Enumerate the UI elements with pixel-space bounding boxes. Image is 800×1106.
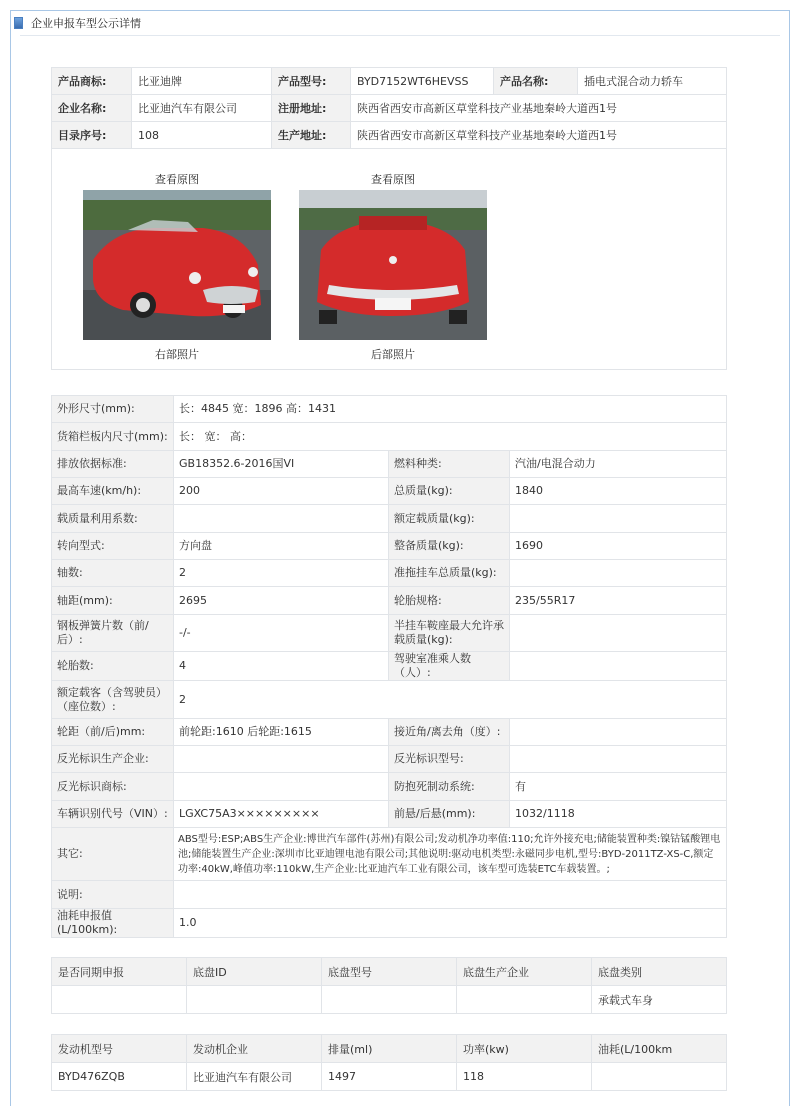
photo-row <box>52 149 727 370</box>
chassis-col-type: 底盘类别 <box>592 958 727 986</box>
table-cell: BYD476ZQB <box>52 1063 187 1091</box>
saddle-value <box>510 615 727 652</box>
reg-address-value: 陕西省西安市高新区草堂科技产业基地秦岭大道西1号 <box>351 95 727 122</box>
trailer-value <box>510 560 727 587</box>
wheelbase-value: 2695 <box>174 587 389 615</box>
vin-label: 车辆识别代号（VIN）: <box>52 801 174 828</box>
document-icon <box>14 17 23 29</box>
product-name-value: 插电式混合动力轿车 <box>578 68 727 95</box>
rear-photo[interactable] <box>299 190 487 340</box>
refl-ent-label: 反光标识生产企业: <box>52 746 174 773</box>
spring-value: -/- <box>174 615 389 652</box>
basic-info-table <box>51 67 727 370</box>
engine-table <box>51 1034 727 1091</box>
table-row <box>52 986 727 1014</box>
catalog-label: 目录序号: <box>52 122 132 149</box>
abs-value: 有 <box>510 773 727 801</box>
table-cell: 承载式车身 <box>592 986 727 1014</box>
reg-address-label: 注册地址: <box>272 95 351 122</box>
table-cell: 1497 <box>322 1063 457 1091</box>
table-row <box>52 560 727 587</box>
rear-photo-caption: 后部照片 <box>371 348 415 361</box>
table-row <box>52 909 727 938</box>
consumption-label: 油耗申报值(L/100km): <box>52 909 174 938</box>
other-value: ABS型号:ESP;ABS生产企业:博世汽车部件(苏州)有限公司;发动机净功率值:110;允许外接充电;储能装置种类:镍钴锰酸锂电池;储能装置生产企业:深圳市比亚迪锂电池有限公司;其他说明:驱动电机类型:永磁同步电机,型号:BYD-2011TZ-XS-C,额定功率:40kW,峰值功率:110kW,生产企业:比亚迪汽车工业有限公司，该车型可选装ETC车载装置。; <box>174 828 727 881</box>
tires-num-label: 轮胎数: <box>52 652 174 681</box>
vin-value: LGXC75A3××××××××× <box>174 801 389 828</box>
table-row <box>52 95 727 122</box>
dims-value: 长：4845 宽：1896 高：1431 <box>174 396 727 423</box>
table-row <box>52 681 727 719</box>
speed-label: 最高车速(km/h): <box>52 478 174 505</box>
table-cell <box>592 1063 727 1091</box>
header-divider <box>20 35 780 36</box>
catalog-value: 108 <box>132 122 272 149</box>
page-header <box>12 12 141 34</box>
table-row <box>52 122 727 149</box>
prod-address-label: 生产地址: <box>272 122 351 149</box>
other-label: 其它: <box>52 828 174 881</box>
overhang-value: 1032/1118 <box>510 801 727 828</box>
model-label: 产品型号: <box>272 68 351 95</box>
load-coef-label: 载质量利用系数: <box>52 505 174 533</box>
saddle-label: 半挂车鞍座最大允许承载质量(kg): <box>389 615 510 652</box>
view-original-link[interactable]: 查看原图 <box>371 173 415 186</box>
rear-photo-block <box>299 173 487 362</box>
refl-brand-value <box>174 773 389 801</box>
refl-brand-label: 反光标识商标: <box>52 773 174 801</box>
engine-col-power: 功率(kw) <box>457 1035 592 1063</box>
table-header-row <box>52 958 727 986</box>
seats-label: 额定载客（含驾驶员）（座位数）: <box>52 681 174 719</box>
table-cell <box>187 986 322 1014</box>
model-value: BYD7152WT6HEVSS <box>351 68 494 95</box>
table-row <box>52 719 727 746</box>
overhang-label: 前悬/后悬(mm): <box>389 801 510 828</box>
chassis-table <box>51 957 727 1014</box>
engine-col-maker: 发动机企业 <box>187 1035 322 1063</box>
engine-col-model: 发动机型号 <box>52 1035 187 1063</box>
table-cell: 比亚迪汽车有限公司 <box>187 1063 322 1091</box>
cab-label: 驾驶室准乘人数（人）: <box>389 652 510 681</box>
track-value: 前轮距:1610 后轮距:1615 <box>174 719 389 746</box>
angle-value <box>510 719 727 746</box>
company-value: 比亚迪汽车有限公司 <box>132 95 272 122</box>
table-cell <box>52 986 187 1014</box>
refl-model-label: 反光标识型号: <box>389 746 510 773</box>
dims-label: 外形尺寸(mm): <box>52 396 174 423</box>
table-row <box>52 68 727 95</box>
total-mass-value: 1840 <box>510 478 727 505</box>
fuel-label: 燃料种类: <box>389 451 510 478</box>
table-row <box>52 615 727 652</box>
refl-model-value <box>510 746 727 773</box>
note-label: 说明: <box>52 881 174 909</box>
tire-value: 235/55R17 <box>510 587 727 615</box>
table-row <box>52 505 727 533</box>
right-photo-caption: 右部照片 <box>155 348 199 361</box>
trailer-label: 准拖挂车总质量(kg): <box>389 560 510 587</box>
brand-value: 比亚迪牌 <box>132 68 272 95</box>
chassis-col-id: 底盘ID <box>187 958 322 986</box>
consumption-value: 1.0 <box>174 909 727 938</box>
note-value <box>174 881 727 909</box>
table-row <box>52 478 727 505</box>
table-row <box>52 396 727 423</box>
seats-value: 2 <box>174 681 727 719</box>
load-coef-value <box>174 505 389 533</box>
table-row <box>52 423 727 451</box>
right-photo-block <box>83 173 271 362</box>
spec-table <box>51 395 727 938</box>
tire-label: 轮胎规格: <box>389 587 510 615</box>
table-cell <box>322 986 457 1014</box>
fuel-value: 汽油/电混合动力 <box>510 451 727 478</box>
rated-load-value <box>510 505 727 533</box>
axles-value: 2 <box>174 560 389 587</box>
table-row <box>52 1063 727 1091</box>
table-row <box>52 746 727 773</box>
table-row <box>52 773 727 801</box>
page-title: 企业申报车型公示详情 <box>31 17 141 30</box>
curb-label: 整备质量(kg): <box>389 533 510 560</box>
brand-label: 产品商标: <box>52 68 132 95</box>
refl-ent-value <box>174 746 389 773</box>
cab-value <box>510 652 727 681</box>
engine-col-displacement: 排量(ml) <box>322 1035 457 1063</box>
curb-value: 1690 <box>510 533 727 560</box>
engine-col-consumption: 油耗(L/100km <box>592 1035 727 1063</box>
table-row <box>52 587 727 615</box>
table-row <box>52 652 727 681</box>
table-row <box>52 828 727 881</box>
rated-load-label: 额定载质量(kg): <box>389 505 510 533</box>
abs-label: 防抱死制动系统: <box>389 773 510 801</box>
steering-label: 转向型式: <box>52 533 174 560</box>
table-header-row <box>52 1035 727 1063</box>
table-row <box>52 533 727 560</box>
total-mass-label: 总质量(kg): <box>389 478 510 505</box>
table-row <box>52 881 727 909</box>
tires-num-value: 4 <box>174 652 389 681</box>
chassis-col-model: 底盘型号 <box>322 958 457 986</box>
photo-cell <box>52 149 727 370</box>
steering-value: 方向盘 <box>174 533 389 560</box>
prod-address-value: 陕西省西安市高新区草堂科技产业基地秦岭大道西1号 <box>351 122 727 149</box>
track-label: 轮距（前/后)mm: <box>52 719 174 746</box>
emission-value: GB18352.6-2016国VI <box>174 451 389 478</box>
table-cell: 118 <box>457 1063 592 1091</box>
table-row <box>52 451 727 478</box>
angle-label: 接近角/离去角（度）: <box>389 719 510 746</box>
right-photo[interactable] <box>83 190 271 340</box>
speed-value: 200 <box>174 478 389 505</box>
axles-label: 轴数: <box>52 560 174 587</box>
product-name-label: 产品名称: <box>494 68 578 95</box>
table-cell <box>457 986 592 1014</box>
view-original-link[interactable]: 查看原图 <box>155 173 199 186</box>
table-row <box>52 801 727 828</box>
chassis-col-maker: 底盘生产企业 <box>457 958 592 986</box>
emission-label: 排放依据标准: <box>52 451 174 478</box>
wheelbase-label: 轴距(mm): <box>52 587 174 615</box>
cargo-label: 货箱栏板内尺寸(mm): <box>52 423 174 451</box>
chassis-col-sync: 是否同期申报 <box>52 958 187 986</box>
company-label: 企业名称: <box>52 95 132 122</box>
cargo-value: 长： 宽： 高： <box>174 423 727 451</box>
spring-label: 钢板弹簧片数（前/后）: <box>52 615 174 652</box>
